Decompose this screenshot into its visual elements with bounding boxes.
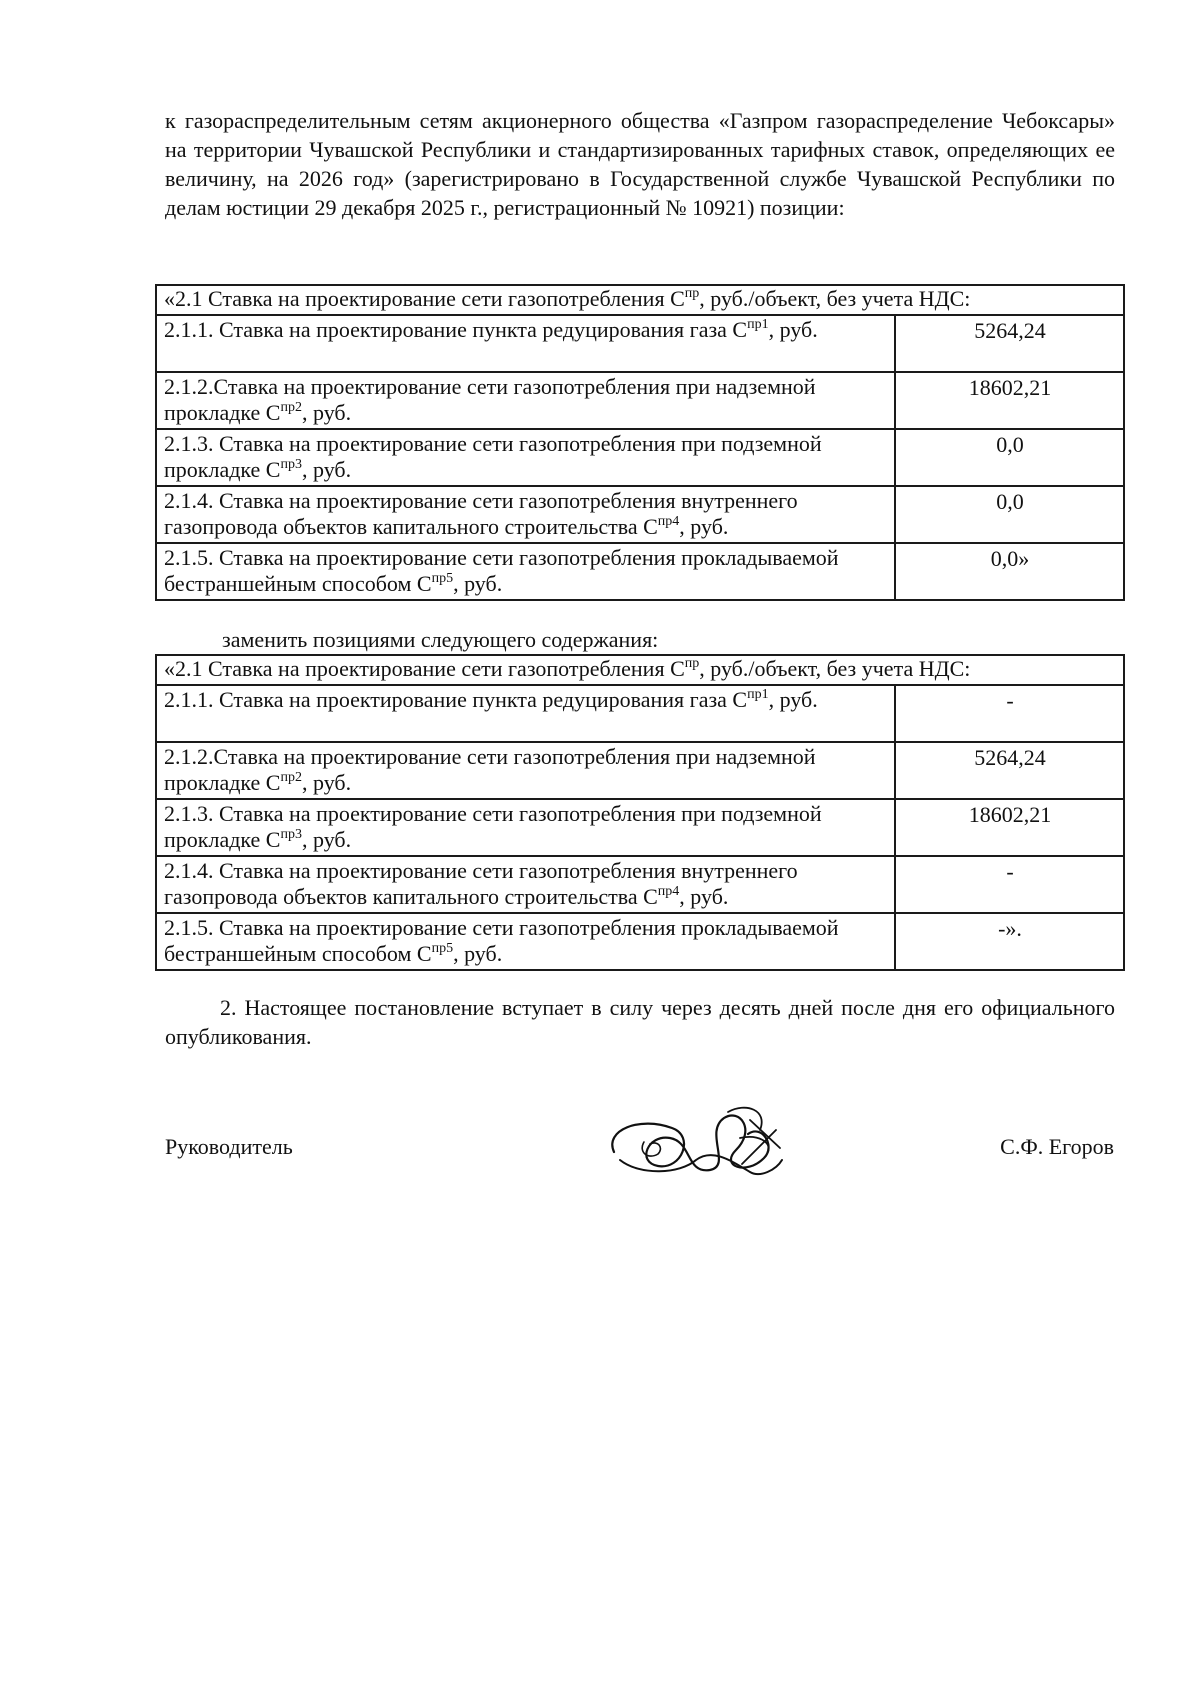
table-row xyxy=(156,685,1124,742)
rate-description: 2.1.3. Ставка на проектирование сети газопотребления при подземной прокладке $С^{пр3}$, руб. xyxy=(156,429,895,486)
table-header: «2.1 Ставка на проектирование сети газопотребления $С^{пр}$, руб./объект, без учета НДС: xyxy=(156,655,1124,685)
table-row xyxy=(156,742,1124,799)
rate-description: 2.1.1. Ставка на проектирование пункта редуцирования газа $С^{пр1}$, руб. xyxy=(156,685,895,742)
rate-description: 2.1.1. Ставка на проектирование пункта редуцирования газа $С^{пр1}$, руб. xyxy=(156,315,895,372)
signature-image xyxy=(600,1090,800,1190)
clause-2-paragraph: 2. Настоящее постановление вступает в силу через десять дней после дня его официального опубликования. xyxy=(165,995,1115,1049)
rate-value: 0,0 xyxy=(895,486,1124,543)
table-row xyxy=(156,372,1124,429)
intro-paragraph: к газораспределительным сетям акционерного общества «Газпром газораспределение Чебоксары» на территории Чувашской Республики и стандартизированных тарифных ставок, определяющих ее величину, на 2026 год» (зарегистрировано в Государственной службе Чувашской Республики по делам юстиции 29 декабря 2025 г., регистрационный № 10921) позиции: xyxy=(165,108,1115,220)
rate-description: 2.1.4. Ставка на проектирование сети газопотребления внутреннего газопровода объектов капитального строительства $С^{пр4}$, руб. xyxy=(156,856,895,913)
rate-value: -». xyxy=(895,913,1124,970)
table-row xyxy=(156,543,1124,600)
rate-description: 2.1.3. Ставка на проектирование сети газопотребления при подземной прокладке $С^{пр3}$, руб. xyxy=(156,799,895,856)
rate-value: - xyxy=(895,685,1124,742)
rate-value: 18602,21 xyxy=(895,799,1124,856)
table-row xyxy=(156,913,1124,970)
table-row xyxy=(156,315,1124,372)
rates-table-new xyxy=(155,654,1125,971)
table-row xyxy=(156,486,1124,543)
rate-description: 2.1.5. Ставка на проектирование сети газопотребления прокладываемой бестраншейным способом $С^{пр5}$, руб. xyxy=(156,913,895,970)
table-header: «2.1 Ставка на проектирование сети газопотребления $С^{пр}$, руб./объект, без учета НДС: xyxy=(156,285,1124,315)
table-row xyxy=(156,429,1124,486)
rates-table-old xyxy=(155,284,1125,601)
signer-title: Руководитель xyxy=(165,1134,293,1159)
rate-value: 5264,24 xyxy=(895,742,1124,799)
rate-value: 0,0 xyxy=(895,429,1124,486)
rate-value: 18602,21 xyxy=(895,372,1124,429)
rate-value: - xyxy=(895,856,1124,913)
signer-name: С.Ф. Егоров xyxy=(1000,1134,1114,1159)
rate-description: 2.1.5. Ставка на проектирование сети газопотребления прокладываемой бестраншейным способом $С^{пр5}$, руб. xyxy=(156,543,895,600)
rate-description: 2.1.4. Ставка на проектирование сети газопотребления внутреннего газопровода объектов капитального строительства $С^{пр4}$, руб. xyxy=(156,486,895,543)
table-row xyxy=(156,856,1124,913)
replace-label: заменить позициями следующего содержания: xyxy=(222,627,659,652)
rate-value: 5264,24 xyxy=(895,315,1124,372)
rate-value: 0,0» xyxy=(895,543,1124,600)
table-row xyxy=(156,799,1124,856)
rate-description: 2.1.2.Ставка на проектирование сети газопотребления при надземной прокладке $С^{пр2}$, руб. xyxy=(156,372,895,429)
rate-description: 2.1.2.Ставка на проектирование сети газопотребления при надземной прокладке $С^{пр2}$, руб. xyxy=(156,742,895,799)
